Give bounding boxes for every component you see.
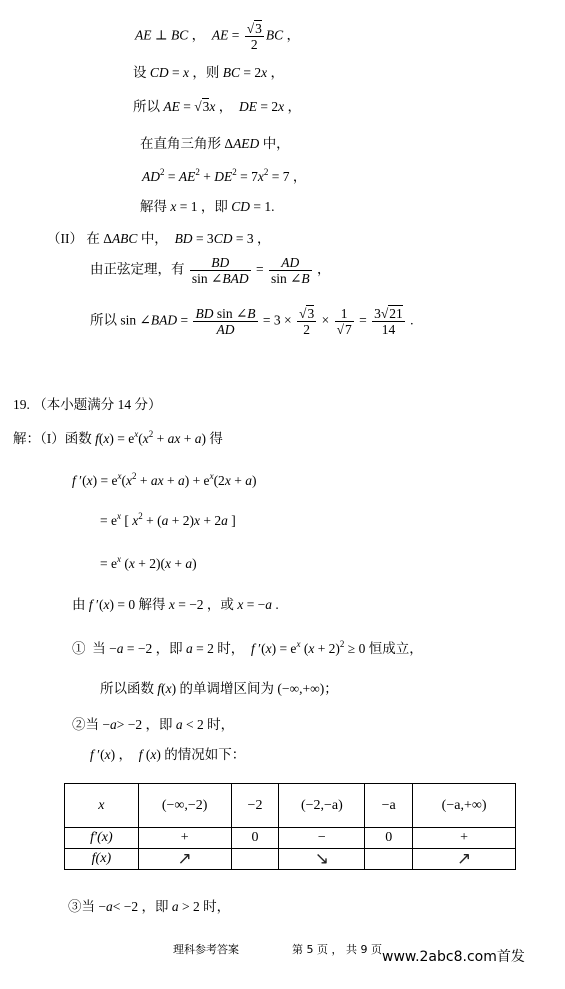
line-case-1: ① 当 −a = −2 ，即 a = 2 时， f $'(x) = e^x$ $(x + 2)^2 \ge 0$ 恒成立， (72, 639, 423, 656)
header-minus-2: −2 (231, 784, 279, 828)
line-case-2: ②当 −a> −2 ，即 a < 2 时， (72, 717, 235, 732)
line-solution-start: 解：（I）函数 $f(x) = e^x(x^2$ + ax + a) 得 (13, 429, 223, 446)
line-derivative-1: f $'(x) = e^x(x^2$ + ax + $a) + e^x(2x + a)$ (72, 471, 257, 488)
increasing-arrow-icon: ↗ (138, 849, 231, 870)
cell (231, 849, 279, 870)
cell: + (138, 828, 231, 849)
line-derivative-2: = $e^x$ [ $x^2 + (a + 2)x + 2a$ ] (100, 511, 236, 528)
line-pythagoras: $AD^2 = AE^2 + DE^2 = 7x^2 = 7$ ， (142, 167, 307, 184)
cell (365, 849, 413, 870)
cell: − (279, 828, 365, 849)
header-interval-2: (−2,−a) (279, 784, 365, 828)
cell: 0 (231, 828, 279, 849)
line-right-triangle: 在直角三角形 ΔAED 中， (140, 136, 290, 151)
cell: 0 (365, 828, 413, 849)
line-critical-points: 由 f ′(x) = 0 解得 x = −2 ，或 x = −a . (72, 597, 279, 612)
line-solve-x: 解得 x = 1 ，即 CD = 1. (140, 199, 275, 214)
row-label-fprime: f′(x) (65, 828, 139, 849)
line-so-ae: 所以 AE = √3x ， DE = 2x ， (133, 99, 302, 114)
line-part-ii: （II） 在 ΔABC 中， BD = 3CD = 3 ， (47, 231, 271, 246)
line-case-2-table-intro: f ′(x) ， f (x) 的情况如下： (90, 747, 246, 762)
header-interval-3: (−a,+∞) (413, 784, 516, 828)
header-x: x (65, 784, 139, 828)
line-case-1-conclusion: 所以函数 f(x) 的单调增区间为 (−∞,+∞)； (100, 681, 338, 696)
line-derivative-3: = $e^x$ (x + 2)(x + a) (100, 554, 197, 571)
line-case-3: ③当 −a< −2 ，即 a > 2 时， (68, 899, 231, 914)
watermark: www.2abc8.com首发 (382, 949, 525, 965)
table-row-f (65, 849, 516, 870)
line-sin-bad: 所以 sin ∠BAD = $\frac{\text{BD sin ∠B}}{AD}$ = 3 × $\frac{√3}{2}$ × $\frac{1}{√7}$ = $\frac{3√21}{14}$ . (90, 306, 414, 337)
table-header-row (65, 784, 516, 828)
footer-title: 理科参考答案 (173, 943, 239, 956)
increasing-arrow-icon: ↗ (413, 849, 516, 870)
decreasing-arrow-icon: ↘ (279, 849, 365, 870)
table-row-fprime (65, 828, 516, 849)
footer-page-number: 第 5 页 ， 共 9 页 (292, 943, 382, 956)
cell: + (413, 828, 516, 849)
fraction: $\frac{√3}{2}$ (246, 21, 262, 52)
line-sine-law: 由正弦定理，有 $\frac{BD}{\text{sin ∠BAD}}$ = $\frac{AD}{\sin \angle B}$ ， (90, 255, 331, 286)
question-19-title: 19. （本小题满分 14 分） (13, 397, 162, 412)
line-let-cd: 设 CD = x ，则 BC = 2x ， (133, 65, 285, 80)
header-interval-1: (−∞,−2) (138, 784, 231, 828)
sign-table (64, 783, 516, 870)
header-minus-a: −a (365, 784, 413, 828)
row-label-f: f(x) (65, 849, 139, 870)
line-ae-perp-bc: AE ⊥ BC ， AE = $\frac{√3}{2}$ BC ， (135, 21, 301, 52)
